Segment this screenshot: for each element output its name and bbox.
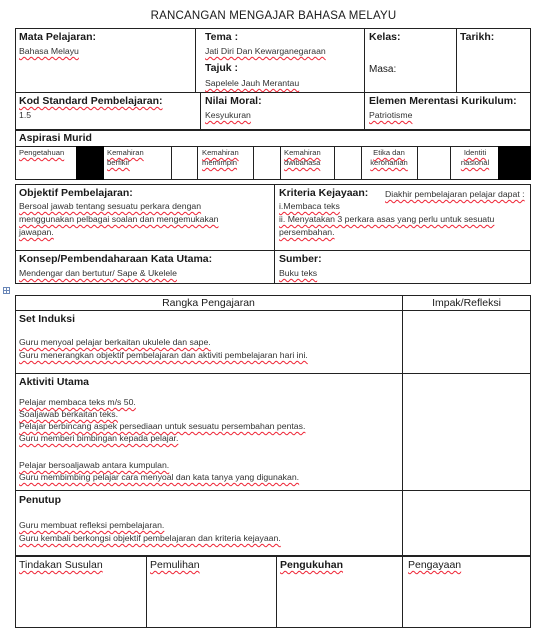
penutup-line: Guru kembali berkongsi objektif pembelajaran dan kriteria kejayaan. bbox=[19, 533, 281, 543]
tajuk-label: Tajuk : bbox=[205, 62, 239, 74]
aktiviti-line: Guru membimbing pelajar cara menyoal dan kata tanya yang digunakan. bbox=[19, 472, 300, 482]
aspirasi-filled-box bbox=[76, 146, 104, 180]
kriteria-line: persembahan. bbox=[279, 227, 335, 237]
konsep-label: Konsep/Pembendaharaan Kata Utama: bbox=[19, 253, 213, 265]
table-move-handle-icon[interactable] bbox=[3, 287, 10, 294]
kod-standard-value: 1.5 bbox=[19, 110, 32, 120]
pemulihan-label: Pemulihan bbox=[150, 559, 200, 571]
objektif-line: jawapan. bbox=[19, 227, 54, 237]
aspirasi-item: Identiti nasional bbox=[460, 148, 490, 167]
aktiviti-line: Pelajar berbincang aspek persediaan untuk sesuatu persembahan pentas. bbox=[19, 421, 306, 431]
aspirasi-item: Kemahiran dwibahasa bbox=[284, 148, 321, 167]
aspirasi-item: Pengetahuan bbox=[19, 148, 65, 157]
tarikh-label: Tarikh: bbox=[460, 31, 495, 43]
aktiviti-line: Pelajar membaca teks m/s 50. bbox=[19, 397, 136, 407]
sumber-value: Buku teks bbox=[279, 268, 318, 278]
set-induksi-label: Set Induksi bbox=[19, 313, 76, 325]
kriteria-label: Kriteria Kejayaan: bbox=[279, 187, 369, 199]
sumber-label: Sumber: bbox=[279, 253, 322, 265]
nilai-moral-value: Kesyukuran bbox=[205, 110, 251, 120]
set-induksi-line: Guru menyoal pelajar berkaitan ukulele dan sape. bbox=[19, 337, 211, 347]
kelas-label: Kelas: bbox=[369, 31, 401, 43]
set-induksi-line: Guru menerangkan objektif pembelajaran dan aktiviti pembelajaran hari ini. bbox=[19, 350, 308, 360]
impak-header: Impak/Refleksi bbox=[432, 297, 501, 309]
document-title: RANCANGAN MENGAJAR BAHASA MELAYU bbox=[150, 10, 397, 22]
aktiviti-line: Guru memberi bimbingan kepada pelajar. bbox=[19, 433, 179, 443]
kriteria-line: i.Membaca teks bbox=[279, 201, 340, 211]
kriteria-line: ii. Menyatakan 3 perkara asas yang perlu untuk sesuatu bbox=[279, 214, 495, 224]
penutup-label: Penutup bbox=[19, 494, 61, 506]
mata-pelajaran-label: Mata Pelajaran: bbox=[19, 31, 97, 43]
aktiviti-line: Soaljawab berkaitan teks. bbox=[19, 409, 118, 419]
aspirasi-filled-box bbox=[498, 146, 531, 180]
tajuk-value: Sapelele Jauh Merantau bbox=[205, 78, 300, 88]
mata-pelajaran-value: Bahasa Melayu bbox=[19, 46, 79, 56]
kod-standard-label: Kod Standard Pembelajaran: bbox=[19, 95, 163, 107]
aspirasi-item: Kemahiran berfikir bbox=[107, 148, 144, 167]
objektif-label: Objektif Pembelajaran: bbox=[19, 187, 133, 199]
aspirasi-item: Kemahiran memimpin bbox=[202, 148, 239, 167]
tema-label: Tema : bbox=[205, 31, 239, 43]
aktiviti-utama-label: Aktiviti Utama bbox=[19, 376, 90, 388]
penutup-line: Guru membuat refleksi pembelajaran. bbox=[19, 520, 165, 530]
pengukuhan-label: Pengukuhan bbox=[280, 559, 344, 571]
kriteria-intro: Diakhir pembelajaran pelajar dapat : bbox=[385, 189, 525, 199]
tema-value: Jati Diri Dan Kewarganegaraan bbox=[205, 46, 326, 56]
objektif-line: menggunakan pelbagai soalan dan mengemukakan bbox=[19, 214, 219, 224]
masa-label: Masa: bbox=[369, 64, 397, 75]
aktiviti-line: Pelajar bersoaljawab antara kumpulan. bbox=[19, 460, 170, 470]
konsep-value: Mendengar dan bertutur/ Sape & Ukelele bbox=[19, 268, 177, 278]
elemen-label: Elemen Merentasi Kurikulum: bbox=[369, 95, 517, 107]
aspirasi-label: Aspirasi Murid bbox=[19, 132, 92, 144]
elemen-value: Patriotisme bbox=[369, 110, 413, 120]
pengayaan-label: Pengayaan bbox=[408, 559, 462, 571]
tindakan-susulan-label: Tindakan Susulan bbox=[19, 559, 103, 571]
nilai-moral-label: Nilai Moral: bbox=[205, 95, 262, 107]
objektif-line: Bersoal jawab tentang sesuatu perkara dengan bbox=[19, 201, 202, 211]
rangka-header: Rangka Pengajaran bbox=[162, 297, 255, 309]
aspirasi-item: Etika dan kerohanian bbox=[370, 148, 408, 167]
